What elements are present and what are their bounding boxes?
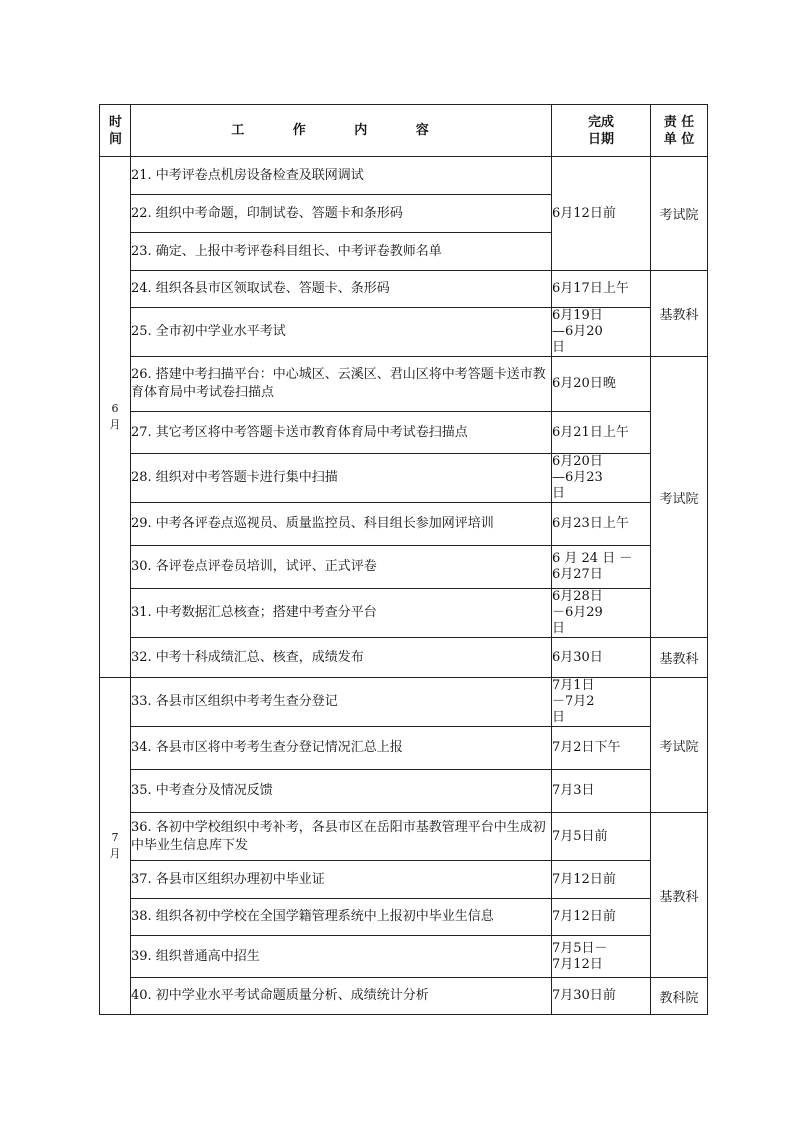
date-cell: 6月17日上午 — [552, 271, 651, 308]
task-cell: 25. 全市初中学业水平考试 — [131, 308, 552, 357]
date-cell: 6月23日上午 — [552, 503, 651, 546]
header-date: 完成日期 — [552, 105, 651, 157]
table-row — [100, 727, 708, 770]
task-cell: 39. 组织普通高中招生 — [131, 936, 552, 978]
task-cell: 29. 中考各评卷点巡视员、质量监控员、科目组长参加网评培训 — [131, 503, 552, 546]
table-row — [100, 899, 708, 936]
date-cell: 7月12日前 — [552, 861, 651, 899]
table-row — [100, 271, 708, 308]
table-row — [100, 308, 708, 357]
header-unit: 责 任单 位 — [651, 105, 708, 157]
unit-cell: 考试院 — [651, 157, 708, 271]
table-row — [100, 638, 708, 678]
table-row — [100, 357, 708, 412]
task-cell: 26. 搭建中考扫描平台：中心城区、云溪区、君山区将中考答题卡送市教育体育局中考试卷扫描点 — [131, 357, 552, 412]
table-row — [100, 589, 708, 638]
date-cell: 7月1日－7月2日 — [552, 678, 651, 727]
unit-cell: 考试院 — [651, 678, 708, 813]
table-row — [100, 813, 708, 861]
header-content: 工 作 内 容 — [131, 105, 552, 157]
table-row — [100, 546, 708, 589]
task-cell: 23. 确定、上报中考评卷科目组长、中考评卷教师名单 — [131, 233, 552, 271]
date-cell: 7月30日前 — [552, 978, 651, 1015]
task-cell: 30. 各评卷点评卷员培训，试评、正式评卷 — [131, 546, 552, 589]
task-cell: 33. 各县市区组织中考考生查分登记 — [131, 678, 552, 727]
task-cell: 28. 组织对中考答题卡进行集中扫描 — [131, 454, 552, 503]
table-row — [100, 157, 708, 195]
task-cell: 27. 其它考区将中考答题卡送市教育体育局中考试卷扫描点 — [131, 412, 552, 454]
date-cell: 7月5日－7月12日 — [552, 936, 651, 978]
table-row — [100, 454, 708, 503]
table-row — [100, 503, 708, 546]
date-cell: 7月3日 — [552, 770, 651, 813]
task-cell: 22. 组织中考命题，印制试卷、答题卡和条形码 — [131, 195, 552, 233]
task-cell: 31. 中考数据汇总核查；搭建中考查分平台 — [131, 589, 552, 638]
table-row — [100, 678, 708, 727]
header-time: 时间 — [100, 105, 131, 157]
task-cell: 37. 各县市区组织办理初中毕业证 — [131, 861, 552, 899]
task-cell: 34. 各县市区将中考考生查分登记情况汇总上报 — [131, 727, 552, 770]
task-cell: 24. 组织各县市区领取试卷、答题卡、条形码 — [131, 271, 552, 308]
date-cell: 6月20日—6月23日 — [552, 454, 651, 503]
date-cell: 7月2日下午 — [552, 727, 651, 770]
date-cell: 6 月 24 日 －6月27日 — [552, 546, 651, 589]
unit-cell: 基教科 — [651, 638, 708, 678]
unit-cell: 教科院 — [651, 978, 708, 1015]
date-cell: 6月21日上午 — [552, 412, 651, 454]
table-row — [100, 978, 708, 1015]
task-cell: 38. 组织各初中学校在全国学籍管理系统中上报初中毕业生信息 — [131, 899, 552, 936]
month-june: 6月 — [100, 157, 131, 678]
unit-cell: 基教科 — [651, 813, 708, 978]
task-cell: 36. 各初中学校组织中考补考，各县市区在岳阳市基教管理平台中生成初中毕业生信息库下发 — [131, 813, 552, 861]
date-cell: 7月12日前 — [552, 899, 651, 936]
table-row — [100, 936, 708, 978]
date-cell: 6月30日 — [552, 638, 651, 678]
task-cell: 40. 初中学业水平考试命题质量分析、成绩统计分析 — [131, 978, 552, 1015]
unit-cell: 考试院 — [651, 357, 708, 638]
month-july: 7月 — [100, 678, 131, 1015]
date-cell: 6月12日前 — [552, 157, 651, 271]
header-row — [100, 105, 708, 157]
date-cell: 7月5日前 — [552, 813, 651, 861]
schedule-table — [99, 104, 708, 1015]
task-cell: 32. 中考十科成绩汇总、核查，成绩发布 — [131, 638, 552, 678]
unit-cell: 基教科 — [651, 271, 708, 357]
table-row — [100, 412, 708, 454]
date-cell: 6月28日－6月29日 — [552, 589, 651, 638]
task-cell: 35. 中考查分及情况反馈 — [131, 770, 552, 813]
date-cell: 6月20日晚 — [552, 357, 651, 412]
table-row — [100, 861, 708, 899]
task-cell: 21. 中考评卷点机房设备检查及联网调试 — [131, 157, 552, 195]
date-cell: 6月19日—6月20日 — [552, 308, 651, 357]
table-row — [100, 770, 708, 813]
